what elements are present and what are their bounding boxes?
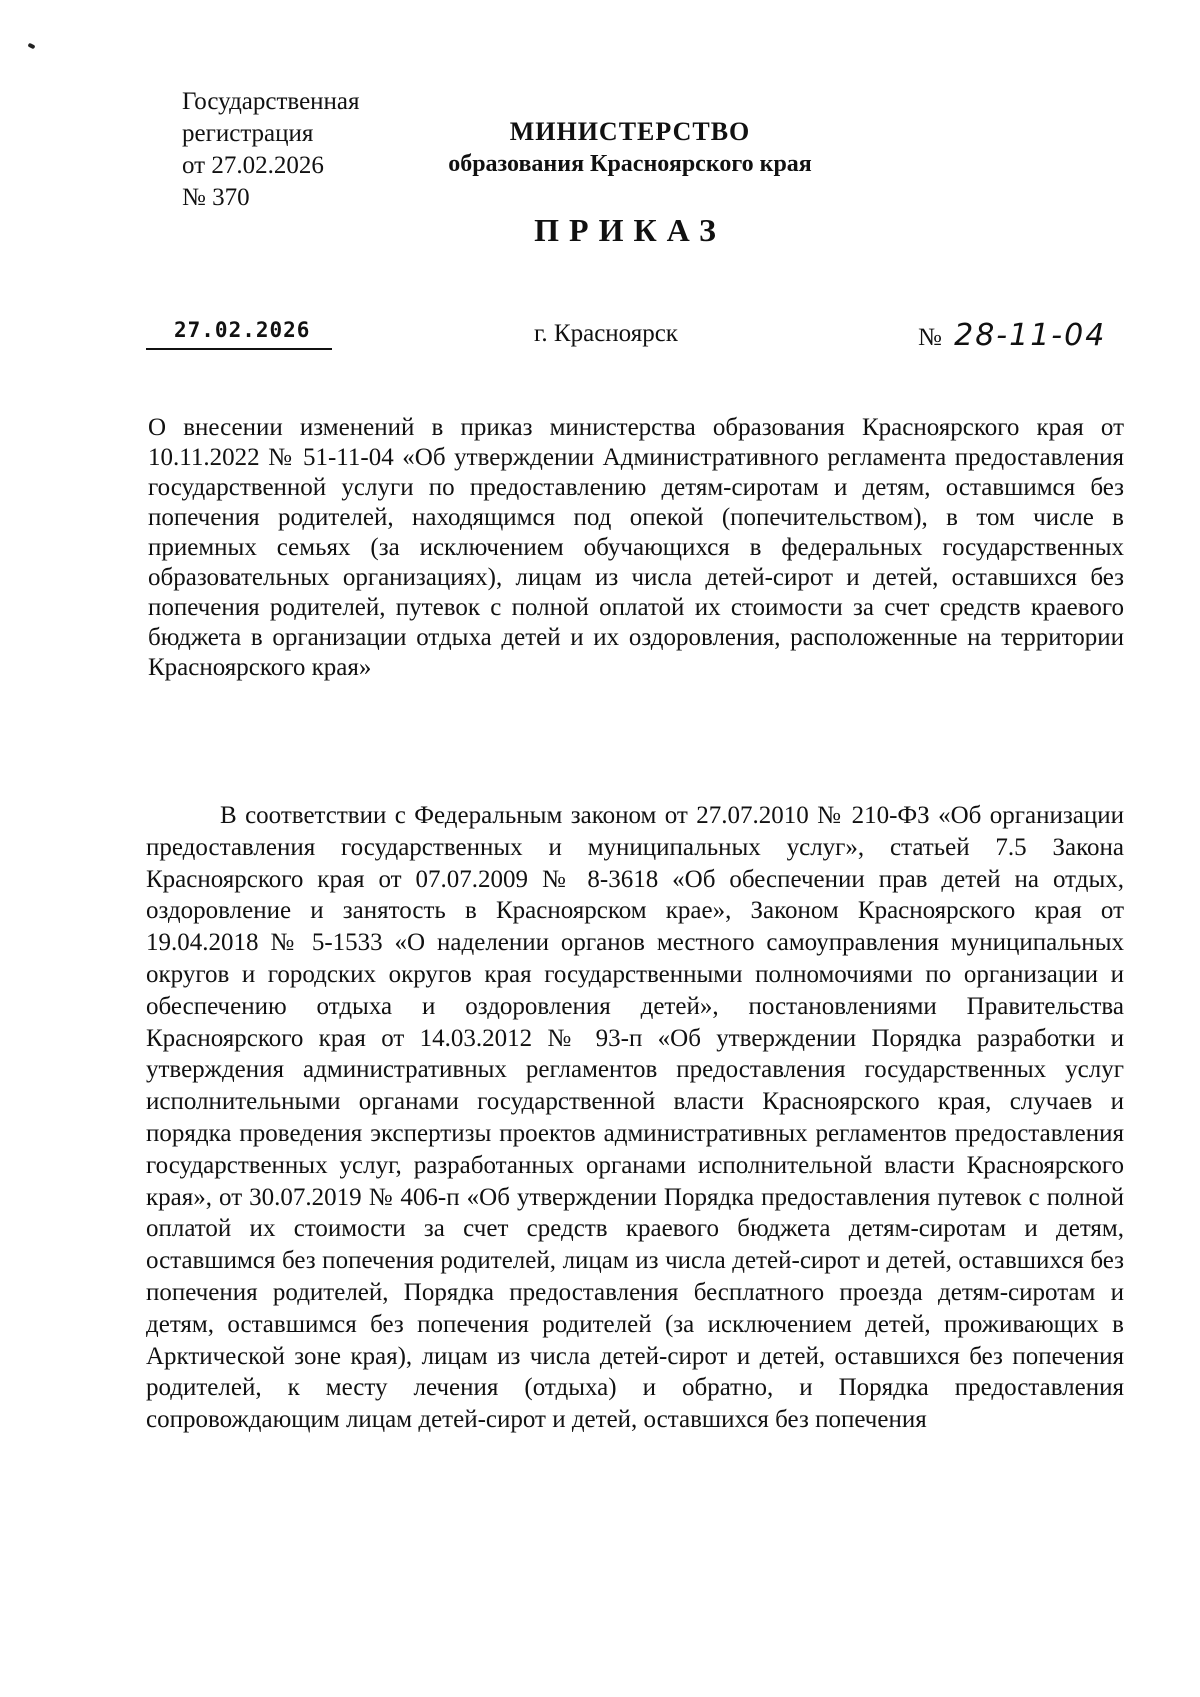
order-body: В соответствии с Федеральным законом от 27.07.2010 № 210-ФЗ «Об организации предоставления государственных и муниципальных услуг», статьей 7.5 Закона Красноярского края от 07.07.2009 № 8-3618 «Об обеспечении прав детей на отдых, оздоровление и занятость в Красноярском крае», Законом Красноярского края от 19.04.2018 № 5-1533 «О наделении органов местного самоуправления муниципальных округов и городских округов края государственными полномочиями по организации и обеспечению отдыха и оздоровления детей», постановлениями Правительства Красноярского края от 14.03.2012 № 93-п «Об утверждении Порядка разработки и утверждения административных регламентов предоставления государственных услуг исполнительными органами государственной власти Красноярского края, случаев и порядка проведения экспертизы проектов административных регламентов предоставления государственных услуг, разработанных органами исполнительной власти Красноярского края», от 30.07.2019 № 406-п «Об утверждении Порядка предоставления путевок с полной оплатой их стоимости за счет средств краевого бюджета детям-сиротам и детям, оставшимся без попечения родителей, лицам из числа детей-сирот и детей, оставшихся без попечения родителей, Порядка предоставления бесплатного проезда детям-сиротам и детям, оставшимся без попечения родителей (за исключением детей, проживающих в Арктической зоне края), лицам из числа детей-сирот и детей, оставшихся без попечения родителей, к месту лечения (отдыха) и обратно, и Порядка предоставления сопровождающим лицам детей-сирот и детей, оставшихся без попечения — [146, 802, 1124, 1434]
registration-line-4: № 370 — [182, 184, 250, 211]
document-type: ПРИКАЗ — [534, 212, 726, 248]
order-date — [146, 318, 332, 350]
order-date-text: 27.02.2026 — [174, 318, 311, 342]
ministry-subtitle: образования Красноярского края — [448, 151, 812, 177]
order-subject: О внесении изменений в приказ министерства образования Красноярского края от 10.11.2022 № 51-11-04 «Об утверждении Административного регламента предоставления государственной услуги по предоставлению детям-сиротам и детям, оставшимся без попечения родителей, находящимся под опекой (попечительством), в том числе в приемных семьях (за исключением обучающихся в федеральных государственных образовательных организациях), лицам из числа детей-сирот и детей, оставшихся без попечения родителей, путевок с полной оплатой их стоимости за счет средств краевого бюджета в организации отдыха детей и их оздоровления, расположенные на территории Красноярского края» — [148, 414, 1124, 681]
registration-line-3: от 27.02.2026 — [182, 152, 324, 179]
number-sign: № — [918, 324, 942, 351]
order-city: г. Красноярск — [534, 320, 678, 347]
registration-line-2: регистрация — [182, 120, 314, 147]
ministry-header — [410, 116, 850, 180]
registration-block — [182, 86, 360, 214]
registration-line-1: Государственная — [182, 88, 360, 115]
handwritten-number: 28-11-04 — [954, 318, 1107, 353]
order-number — [918, 318, 1106, 353]
scan-speck — [27, 43, 35, 50]
ministry-title: МИНИСТЕРСТВО — [509, 117, 751, 146]
